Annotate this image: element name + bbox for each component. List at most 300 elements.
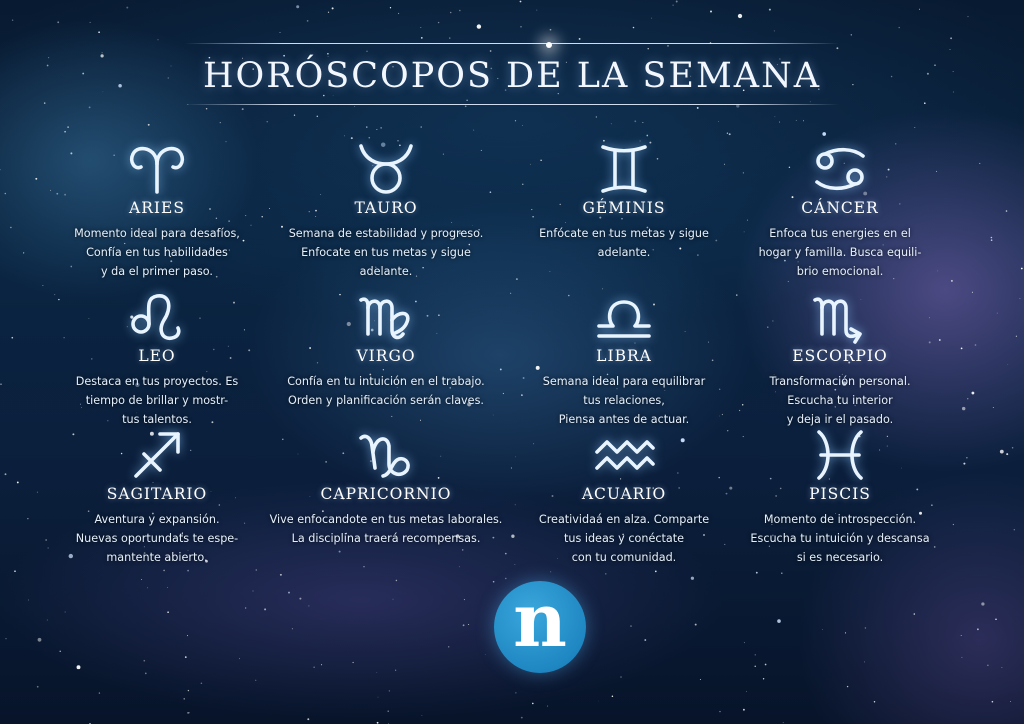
star <box>147 587 148 588</box>
star <box>710 11 712 13</box>
star <box>398 13 399 14</box>
star <box>307 20 309 22</box>
description-line: Transformación personal. <box>769 375 911 388</box>
star <box>975 344 977 346</box>
star <box>522 125 523 126</box>
star <box>57 21 59 23</box>
star <box>774 30 775 31</box>
star <box>1000 450 1004 454</box>
star <box>648 48 649 49</box>
title-divider-top <box>185 43 839 44</box>
description-line: Creatividaá en alza. Comparte <box>538 513 710 526</box>
star <box>729 133 731 135</box>
star <box>292 628 293 629</box>
star <box>783 722 784 723</box>
star <box>695 624 697 626</box>
sign-description <box>266 510 506 548</box>
star <box>255 680 256 681</box>
star <box>987 665 988 666</box>
description-line: Aventura y expansión. <box>94 513 220 526</box>
sign-description <box>266 224 506 281</box>
star <box>962 407 965 410</box>
star <box>611 123 612 124</box>
star <box>77 665 81 669</box>
description-line: Nuevas oportundaťs te espe- <box>75 532 239 545</box>
star <box>642 122 643 123</box>
sign-name: SAGITARIO <box>106 485 208 503</box>
star <box>294 115 295 116</box>
star <box>963 463 965 465</box>
star <box>550 572 551 573</box>
star <box>0 384 1 385</box>
star <box>420 420 421 421</box>
star <box>0 169 1 170</box>
description-line: tus ideas y conéctate <box>563 532 684 545</box>
aquarius-icon <box>591 428 657 482</box>
sign-pisces <box>720 428 960 567</box>
star <box>718 121 719 122</box>
star <box>755 654 756 655</box>
star <box>99 692 100 693</box>
star <box>1006 210 1008 212</box>
sign-libra <box>504 290 744 429</box>
star <box>655 571 657 573</box>
star <box>549 271 550 272</box>
sign-description <box>37 510 277 567</box>
star <box>299 598 301 600</box>
description-line: Destaca en tus proyectos. Es <box>75 375 239 388</box>
star <box>267 121 268 122</box>
star <box>328 12 329 13</box>
star <box>961 657 962 658</box>
star <box>188 690 189 691</box>
description-line: mantente abierto. <box>106 551 208 564</box>
description-line: Enfoca tus energies en el <box>769 227 911 240</box>
star <box>5 193 7 195</box>
star <box>145 673 147 675</box>
star <box>220 122 221 123</box>
star <box>845 632 846 633</box>
sign-name: PISCIS <box>809 485 871 503</box>
description-line: Escucha tu interior <box>787 394 893 407</box>
star <box>644 639 646 641</box>
star <box>163 570 165 572</box>
description-line: Piensa antes de actuar. <box>558 413 690 426</box>
star <box>515 692 516 693</box>
sign-description <box>504 224 744 262</box>
star <box>393 599 394 600</box>
sign-name: ARIES <box>129 199 185 217</box>
sign-name: LIBRA <box>596 347 652 365</box>
star <box>422 715 423 716</box>
star <box>651 18 652 19</box>
star <box>822 629 823 630</box>
star <box>158 39 159 40</box>
star <box>777 619 781 623</box>
sign-virgo <box>266 290 506 410</box>
description-line: y deja ir el pasado. <box>786 413 894 426</box>
star <box>779 122 780 123</box>
star <box>605 573 606 574</box>
description-line: Enfocate en tus metas y sigue <box>301 246 471 259</box>
star <box>700 679 701 680</box>
description-line: y da el primer paso. <box>101 265 213 278</box>
star <box>697 107 699 109</box>
star <box>993 407 994 408</box>
star <box>351 137 353 139</box>
star <box>67 126 69 128</box>
star <box>17 481 19 483</box>
leo-icon <box>124 290 190 344</box>
title-divider-bottom <box>185 104 839 105</box>
star <box>378 697 379 698</box>
star <box>972 292 973 293</box>
star <box>763 678 764 679</box>
star <box>620 676 622 678</box>
description-line: tiempo de brillar y mostr- <box>85 394 229 407</box>
star <box>395 670 396 671</box>
sign-name: ESCORPIO <box>792 347 888 365</box>
star <box>914 613 916 615</box>
description-line: Enfócate en tus metas y sigue <box>539 227 709 240</box>
star <box>874 701 875 702</box>
star <box>485 654 486 655</box>
description-line: La disciplina traerá recompensas. <box>291 532 481 545</box>
sign-sagittarius <box>37 428 277 567</box>
star <box>1019 298 1020 299</box>
star <box>242 108 244 110</box>
star <box>950 49 951 50</box>
star <box>185 656 187 658</box>
star <box>463 624 465 626</box>
star <box>769 9 771 11</box>
star <box>288 592 290 594</box>
star <box>239 658 240 659</box>
star <box>421 37 423 39</box>
star <box>332 7 334 9</box>
description-line: Escucha tu intuición y descansa <box>750 532 930 545</box>
sign-aries <box>37 142 277 281</box>
star <box>264 608 266 610</box>
star <box>462 549 464 551</box>
star <box>253 591 254 592</box>
star <box>961 348 963 350</box>
star <box>90 22 91 23</box>
star <box>143 660 145 662</box>
description-line: Confía en tus habilidades <box>86 246 228 259</box>
sign-name: GÉMINIS <box>582 199 666 217</box>
star <box>473 130 474 131</box>
star <box>493 581 495 583</box>
star <box>344 135 345 136</box>
star <box>65 612 66 613</box>
star <box>646 135 648 137</box>
star <box>515 120 516 121</box>
star <box>667 45 668 46</box>
star <box>353 662 354 663</box>
star <box>744 642 745 643</box>
star <box>201 683 203 685</box>
star <box>810 101 811 102</box>
star <box>516 278 518 280</box>
star <box>981 602 984 605</box>
star <box>505 578 506 579</box>
star <box>579 38 581 40</box>
star <box>368 137 370 139</box>
star <box>691 577 694 580</box>
star <box>1012 447 1014 449</box>
star <box>376 129 377 130</box>
star <box>520 1 522 3</box>
star <box>279 32 280 33</box>
sign-name: VIRGO <box>356 347 416 365</box>
star <box>676 1 678 3</box>
star <box>388 711 389 712</box>
sign-name: ACUARIO <box>581 485 667 503</box>
sign-name: TAURO <box>354 199 418 217</box>
star <box>598 701 599 702</box>
star <box>898 27 899 28</box>
star <box>314 667 315 668</box>
title-container <box>0 52 1024 100</box>
sign-name: CAPRICORNIO <box>320 485 452 503</box>
star <box>187 570 189 572</box>
star <box>27 518 28 519</box>
star <box>521 717 523 719</box>
sagittarius-icon <box>124 428 190 482</box>
star <box>803 120 804 121</box>
star <box>187 635 188 636</box>
star <box>991 237 993 239</box>
star <box>307 718 309 720</box>
star <box>634 120 636 122</box>
description-line: Semana ideal para equilibrar <box>542 375 706 388</box>
sign-description <box>504 510 744 567</box>
pisces-icon <box>807 428 873 482</box>
star <box>1010 701 1011 702</box>
star <box>547 706 548 707</box>
description-line: brio emocional. <box>796 265 884 278</box>
description-line: tus talentos. <box>122 413 192 426</box>
sign-description <box>720 510 960 567</box>
description-line: Semana de estabilidad y progreso. <box>288 227 484 240</box>
sign-description <box>266 372 506 410</box>
star <box>42 285 43 286</box>
star <box>459 10 461 12</box>
libra-icon <box>591 290 657 344</box>
logo-letter: n <box>513 578 567 664</box>
sign-taurus <box>266 142 506 281</box>
star <box>796 120 797 121</box>
star <box>380 127 381 128</box>
star <box>167 611 169 613</box>
star <box>184 698 185 699</box>
star <box>148 124 150 126</box>
star <box>971 392 974 395</box>
star <box>914 127 915 128</box>
sign-scorpio <box>720 290 960 429</box>
description-line: si es necesario. <box>796 551 884 564</box>
star <box>450 12 452 14</box>
virgo-icon <box>353 290 419 344</box>
star <box>967 398 968 399</box>
star <box>44 102 45 103</box>
star <box>995 618 997 620</box>
star <box>256 569 257 570</box>
star <box>950 37 952 39</box>
star <box>187 712 189 714</box>
star <box>98 31 100 33</box>
star <box>448 646 449 647</box>
star <box>167 587 168 588</box>
star <box>308 605 309 606</box>
star <box>317 116 318 117</box>
description-line: Momento ideal para desafíos, <box>74 227 240 240</box>
sign-aquarius <box>504 428 744 567</box>
star <box>12 20 13 21</box>
description-line: tus relaciones, <box>583 394 665 407</box>
star <box>1014 529 1015 530</box>
star <box>596 116 597 117</box>
star <box>23 252 24 253</box>
sign-name: LEO <box>138 347 176 365</box>
sign-description <box>720 372 960 429</box>
taurus-icon <box>353 142 419 196</box>
star <box>449 38 450 39</box>
star <box>966 457 967 458</box>
star <box>836 47 838 49</box>
star <box>38 638 42 642</box>
description-line: adelante. <box>359 265 413 278</box>
star <box>992 701 994 703</box>
description-line: adelante. <box>597 246 651 259</box>
star <box>391 416 392 417</box>
star <box>60 651 61 652</box>
star <box>788 281 789 282</box>
star <box>865 627 866 628</box>
sign-description <box>504 372 744 429</box>
star <box>141 579 142 580</box>
star <box>781 572 782 573</box>
star <box>847 686 848 687</box>
star <box>465 105 467 107</box>
star <box>1021 268 1023 270</box>
gemini-icon <box>591 142 657 196</box>
star <box>438 22 439 23</box>
star <box>339 551 341 553</box>
star <box>64 131 66 133</box>
star <box>126 7 128 9</box>
star <box>477 24 481 28</box>
star <box>997 313 998 314</box>
star <box>520 26 522 28</box>
star <box>420 27 421 28</box>
star <box>376 672 377 673</box>
star <box>377 722 379 724</box>
description-line: con tu comunidad. <box>571 551 677 564</box>
star <box>1001 667 1002 668</box>
star <box>10 227 11 228</box>
star <box>363 566 364 567</box>
star <box>5 638 6 639</box>
title-star-flare <box>546 42 552 48</box>
star <box>5 473 7 475</box>
star <box>464 599 465 600</box>
description-line: Confía en tu intuición en el trabajo. <box>287 375 485 388</box>
aries-icon <box>124 142 190 196</box>
star <box>755 666 756 667</box>
capricorn-icon <box>353 428 419 482</box>
star <box>354 106 355 107</box>
star <box>1006 453 1008 455</box>
star <box>1016 336 1017 337</box>
star <box>630 626 631 627</box>
star <box>924 102 926 104</box>
star <box>389 690 390 691</box>
star <box>727 133 728 134</box>
sign-description <box>37 372 277 429</box>
scorpio-icon <box>807 290 873 344</box>
star <box>37 686 39 688</box>
star <box>851 34 852 35</box>
description-line: Momento de introspección. <box>763 513 917 526</box>
sign-capricorn <box>266 428 506 548</box>
star <box>1007 364 1008 365</box>
brand-logo[interactable] <box>494 578 586 673</box>
sign-name: CÁNCER <box>801 199 879 217</box>
star <box>822 132 826 136</box>
star <box>612 696 614 698</box>
star <box>738 14 742 18</box>
description-line: Vive enfocandote en tus metas laborales. <box>269 513 503 526</box>
star <box>536 10 537 11</box>
star <box>321 664 322 665</box>
star <box>296 5 299 8</box>
star <box>864 661 865 662</box>
star <box>743 709 745 711</box>
star <box>14 570 16 572</box>
star <box>977 628 979 630</box>
star <box>459 566 460 567</box>
star <box>550 29 552 31</box>
star <box>746 691 747 692</box>
star <box>532 703 534 705</box>
star <box>366 126 367 127</box>
star <box>245 607 246 608</box>
star <box>11 337 13 339</box>
star <box>396 580 397 581</box>
description-line: Orden y planificación serán claves. <box>288 394 484 407</box>
star <box>468 624 469 625</box>
star <box>991 239 993 241</box>
sign-cancer <box>720 142 960 281</box>
sign-description <box>37 224 277 281</box>
star <box>206 108 207 109</box>
star <box>390 7 391 8</box>
star <box>633 27 635 29</box>
star <box>961 635 962 636</box>
star <box>765 664 767 666</box>
star <box>719 711 720 712</box>
star <box>280 574 282 576</box>
sign-description <box>720 224 960 281</box>
star <box>919 9 920 10</box>
star <box>28 600 29 601</box>
cancer-icon <box>807 142 873 196</box>
star <box>420 126 422 128</box>
star <box>672 5 673 6</box>
description-line: hogar y familla. Busca equili- <box>758 246 922 259</box>
